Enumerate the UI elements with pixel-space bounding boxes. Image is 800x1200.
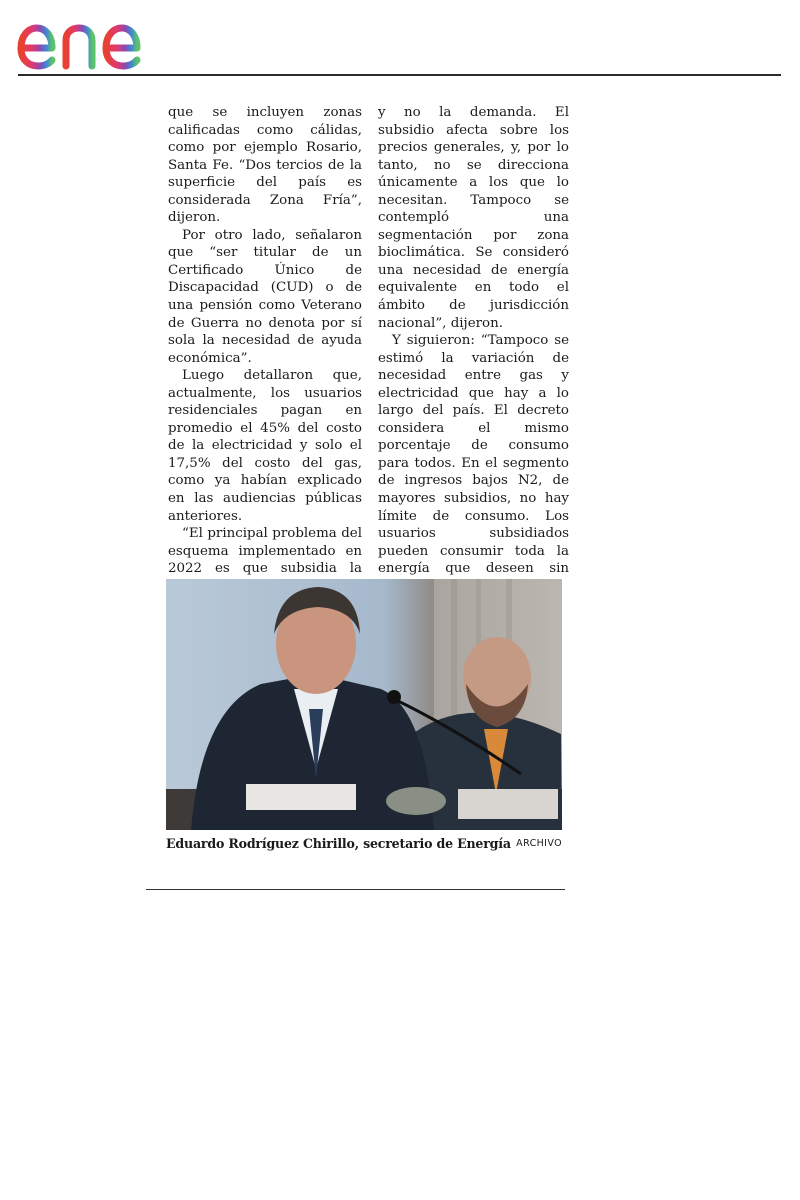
paragraph-text: Y siguieron: “Tampoco se estimó la variación de necesidad entre gas y electricidad que hay a lo largo del país. El decreto considera el mismo porcentaje de consumo para todos. En el segmento de ingresos bajos N2, de mayores subsidios, no hay límite de consumo. Los usuarios subsidiados pueden consumir toda la energía que deseen sin	[378, 333, 569, 577]
article-photo	[166, 579, 562, 830]
paragraph: “El principal problema del esquema implementado en 2022 es que subsidia la	[168, 526, 362, 577]
paragraph: Por otro lado, señalaron que “ser titular de un Certificado Único de Discapacidad (CUD) o de una pensión como Veterano de Guerra no denota por sí sola la necesidad de ayuda económica”.	[168, 227, 362, 366]
page-header	[0, 0, 800, 76]
caption-text: Eduardo Rodríguez Chirillo, secretario de Energía	[166, 836, 511, 851]
footer-divider	[146, 889, 565, 890]
paragraph: y no la demanda. El subsidio afecta sobre los precios generales, y, por lo tanto, no se direcciona únicamente a los que lo necesitan. Tampoco se contempló una segmentación por zona bioclimática. Se consideró una necesidad de energía equivalente en todo el ámbito de jurisdicción nacional”, dijeron.	[378, 105, 569, 331]
header-divider	[18, 74, 781, 76]
paragraph: que se incluyen zonas calificadas como cálidas, como por ejemplo Rosario, Santa Fe. “Dos tercios de la superficie del país es considerada Zona Fría”, dijeron.	[168, 105, 362, 226]
photo-credit: ARCHIVO	[516, 838, 562, 849]
article-column-1	[168, 104, 362, 595]
enel-logo-icon	[14, 6, 184, 72]
article-column-2	[378, 104, 569, 595]
photo-caption	[166, 836, 562, 854]
paragraph	[378, 332, 569, 595]
paragraph: Luego detallaron que, actualmente, los usuarios residenciales pagan en promedio el 45% del costo de la electricidad y solo el 17,5% del costo del gas, como ya habían explicado en las audiencias públicas anteriores.	[168, 368, 362, 524]
